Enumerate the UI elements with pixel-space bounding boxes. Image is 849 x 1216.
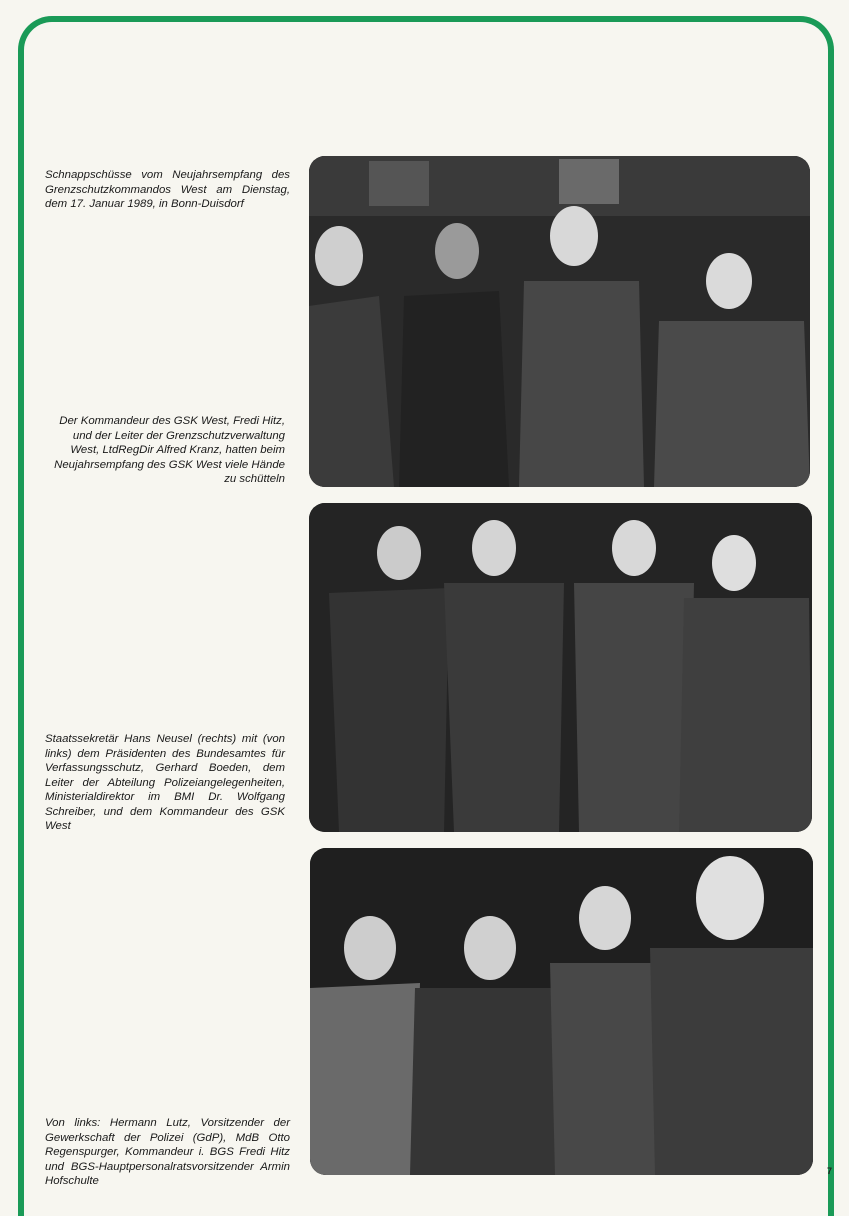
caption-state-secretary: Staatssekretär Hans Neusel (rechts) mit (von links) dem Präsidenten des Bundesamtes für Verfassungsschutz, Gerhard Boeden, dem Leiter der Abteilung Polizeiangelegenheiten, Ministerialdirektor im BMI Dr. Wolfgang Schreiber, und dem Kommandeur des GSK West [45,733,285,833]
caption-event: Schnappschüsse vom Neujahrsempfang des Grenzschutzkommandos West am Dienstag, dem 17. Januar 1989, in Bonn-Duisdorf [45,169,290,211]
photo-reception-handshake [309,156,810,487]
photo-union-leaders [310,848,813,1175]
photo-guests-with-glasses [309,503,812,832]
caption-union-representatives: Von links: Hermann Lutz, Vorsitzender der Gewerkschaft der Polizei (GdP), MdB Otto Regenspurger, Kommandeur i. BGS Fredi Hitz und BGS-Hauptpersonalratsvorsitzender Armin Hofschulte [45,1117,290,1188]
caption-commanders: Der Kommandeur des GSK West, Fredi Hitz, und der Leiter der Grenzschutzverwaltung West, LtdRegDir Alfred Kranz, hatten beim Neujahrsempfang des GSK West viele Hände zu schütteln [54,415,285,486]
page-number: 7 [827,1166,833,1176]
